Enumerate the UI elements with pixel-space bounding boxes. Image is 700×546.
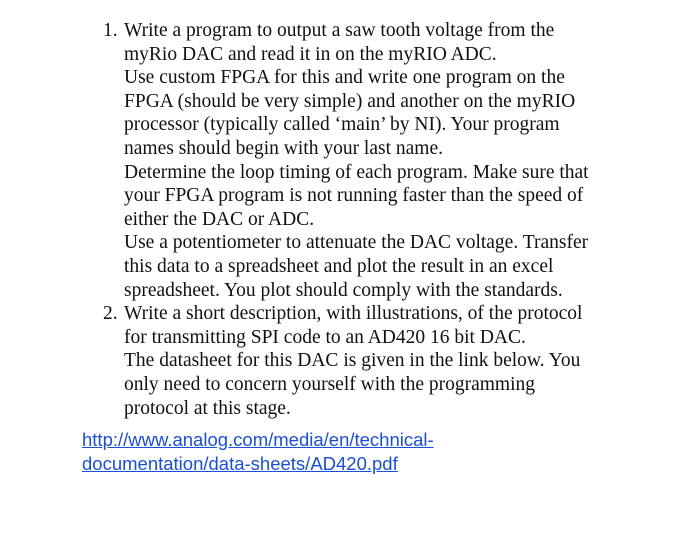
- item-2-number: 2.: [103, 303, 118, 325]
- item-2-line: only need to concern yourself with the programming: [124, 374, 536, 395]
- item-1-line: your FPGA program is not running faster than the speed of: [124, 185, 584, 207]
- item-1-number: 1.: [103, 20, 118, 41]
- item-1-line: myRio DAC and read it in on the myRIO ADC.: [124, 43, 497, 65]
- item-1-line: names should begin with your last name.: [124, 138, 443, 159]
- item-1-line: processor (typically called ‘main’ by NI). Your program: [124, 114, 560, 136]
- item-1-line: Use a potentiometer to attenuate the DAC voltage. Transfer: [124, 232, 589, 254]
- item-2-line: Write a short description, with illustrations, of the protocol: [124, 303, 583, 325]
- item-2-line: protocol at this stage.: [124, 397, 291, 419]
- item-1-line: either the DAC or ADC.: [124, 208, 315, 230]
- datasheet-link-line-2[interactable]: documentation/data-sheets/AD420.pdf: [82, 452, 398, 474]
- item-1-line: Use custom FPGA for this and write one program on the: [124, 67, 565, 89]
- datasheet-link-line-1[interactable]: http://www.analog.com/media/en/technical-: [82, 429, 434, 450]
- item-1-line: this data to a spreadsheet and plot the result in an excel: [124, 256, 554, 277]
- item-2-line: The datasheet for this DAC is given in the link below. You: [124, 350, 581, 372]
- item-1-line: Write a program to output a saw tooth voltage from the: [124, 20, 555, 41]
- item-2-line: for transmitting SPI code to an AD420 16 bit DAC.: [124, 326, 526, 348]
- item-1-line: FPGA (should be very simple) and another on the myRIO: [124, 90, 576, 112]
- item-1-line: Determine the loop timing of each program. Make sure that: [124, 161, 589, 183]
- item-1-line: spreadsheet. You plot should comply with the standards.: [124, 279, 563, 301]
